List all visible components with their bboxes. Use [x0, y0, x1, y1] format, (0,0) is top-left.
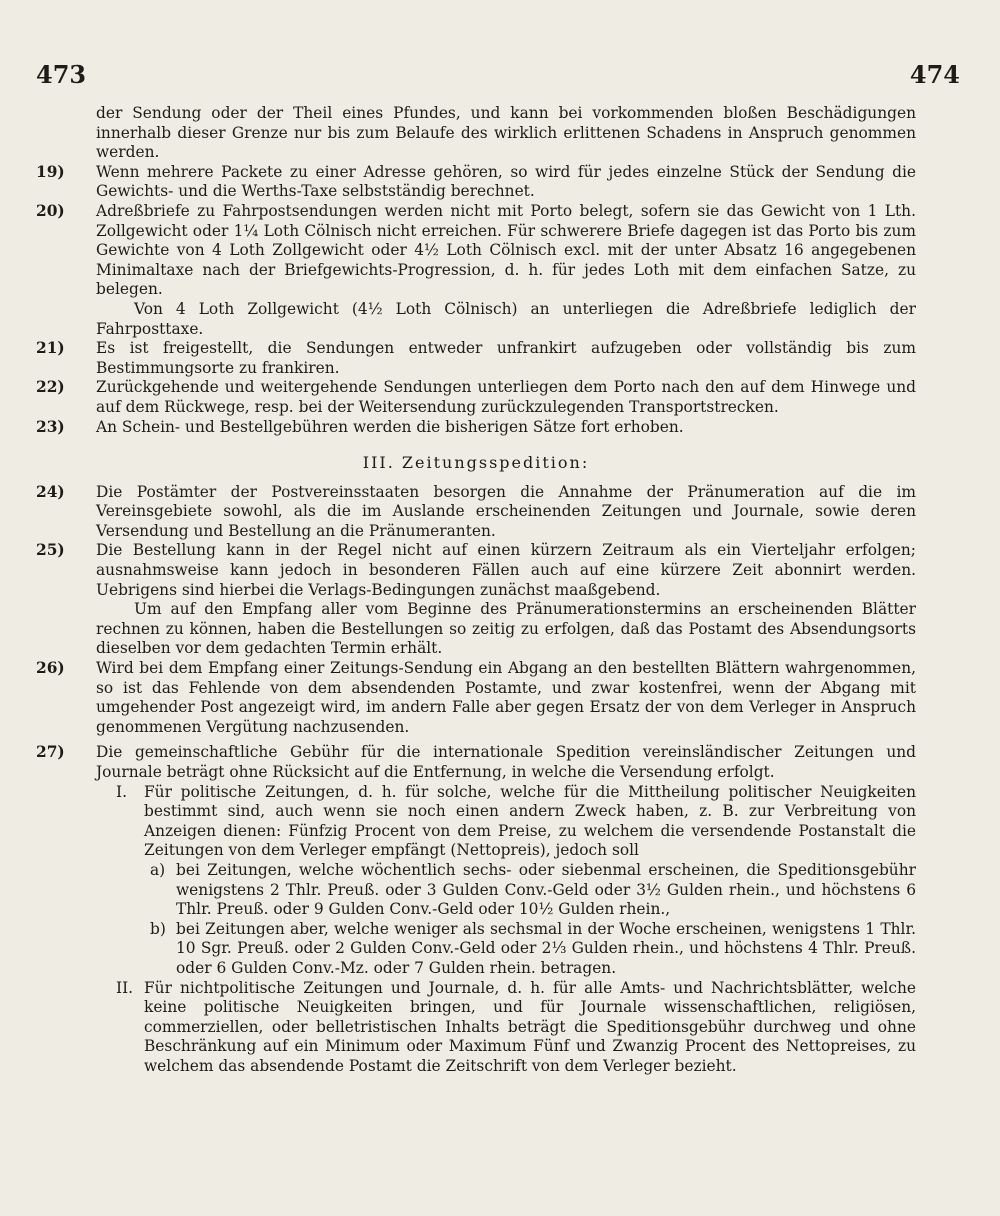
item-25 — [36, 541, 916, 659]
item-number: 27) — [36, 743, 65, 762]
item-text: Zurückgehende und weitergehende Sendungen unterliegen dem Porto nach den auf dem Hinwege und auf dem Rückwege, resp. bei der Weitersendung zurückzulegenden Transportstrecken. — [96, 378, 916, 416]
subsection-text: bei Zeitungen aber, welche weniger als sechsmal in der Woche erscheinen, wenigstens 1 Thlr. 10 Sgr. Preuß. oder 2 Gulden Conv.-Geld oder 2⅓ Gulden rhein., und höchstens 4 Thlr. Preuß. oder 6 Gulden Conv.-Mz. oder 7 Gulden rhein. betragen. — [176, 919, 916, 977]
document-body — [36, 104, 916, 1077]
item-text: Adreßbriefe zu Fahrpostsendungen werden nicht mit Porto belegt, sofern sie das Gewicht von 1 Lth. Zollgewicht oder 1¼ Loth Cölnisch nicht erreichen. Für schwerere Briefe dagegen ist das Porto bis zum Gewichte von 4 Loth Zollgewicht oder 4½ Loth Cölnisch excl. mit der unter Absatz 16 angegebenen Minimaltaxe nach der Briefgewichts-Progression, d. h. für jedes Loth mit dem einfachen Satze, zu belegen. — [96, 201, 916, 299]
subsection-text: bei Zeitungen, welche wöchentlich sechs- oder siebenmal erscheinen, die Speditionsgebühr wenigstens 2 Thlr. Preuß. oder 3 Gulden Conv.-Geld oder 3½ Gulden rhein., und höchstens 6 Thlr. Preuß. oder 9 Gulden Conv.-Geld oder 10½ Gulden rhein., — [176, 860, 916, 919]
item-27 — [36, 743, 916, 782]
intro-paragraph: der Sendung oder der Theil eines Pfundes, und kann bei vorkommenden bloßen Beschädigungen innerhalb dieser Grenze nur bis zum Belaufe des wirklich erlittenen Schadens in Anspruch genommen werden. — [96, 104, 916, 162]
item-number: 25) — [36, 541, 65, 560]
item-text-continued: Von 4 Loth Zollgewicht (4½ Loth Cölnisch) an unterliegen die Adreßbriefe lediglich der Fahrposttaxe. — [96, 299, 916, 338]
subsection-label: b) — [150, 919, 166, 938]
item-text: Es ist freigestellt, die Sendungen entweder unfrankirt aufzugeben oder vollständig bis zum Bestimmungsorte zu frankiren. — [96, 339, 916, 377]
item-21 — [36, 339, 916, 378]
item-number: 24) — [36, 482, 65, 501]
subsection-label: II. — [116, 978, 134, 997]
item-number: 20) — [36, 201, 65, 220]
item-text: Die Bestellung kann in der Regel nicht auf einen kürzern Zeitraum als ein Vierteljahr erfolgen; ausnahmsweise kann jedoch in besonderen Fällen auch auf eine kürzere Zeit abonnirt werden. Uebrigens sind hierbei die Verlags-Bedingungen zunächst maaßgebend. — [96, 541, 916, 599]
subsection-a — [36, 861, 916, 920]
subsection-text: Für politische Zeitungen, d. h. für solche, welche für die Mittheilung politischer Neuigkeiten bestimmt sind, auch wenn sie noch einen andern Zweck haben, z. B. zur Verbreitung von Anzeigen dienen: Fünfzig Procent von dem Preise, zu welchem die versendende Postanstalt die Zeitungen von dem Verleger empfängt (Nettopreis), jedoch soll — [144, 782, 916, 860]
section-heading: III. Zeitungsspedition: — [362, 453, 590, 473]
item-20 — [36, 202, 916, 339]
page-number-right: 474 — [909, 60, 960, 89]
page-number-left: 473 — [36, 60, 87, 89]
item-number: 19) — [36, 162, 65, 181]
item-26 — [36, 659, 916, 737]
subsection-ii — [36, 979, 916, 1077]
item-24 — [36, 483, 916, 542]
subsection-text: Für nichtpolitische Zeitungen und Journale, d. h. für alle Amts- und Nachrichtsblätter, welche keine politische Neuigkeiten bringen, und für Journale wissenschaftlichen, religiösen, commerziellen, oder belletristischen Inhalts beträgt die Speditionsgebühr durchweg und ohne Beschränkung auf ein Minimum oder Maximum Fünf und Zwanzig Procent des Nettopreises, zu welchem das absendende Postamt die Zeitschrift von dem Verleger bezieht. — [144, 978, 916, 1075]
item-text: An Schein- und Bestellgebühren werden die bisherigen Sätze fort erhoben. — [96, 417, 684, 436]
item-19 — [36, 163, 916, 202]
item-text: Die Postämter der Postvereinsstaaten besorgen die Annahme der Pränumeration auf die im Vereinsgebiete sowohl, als die im Auslande erscheinenden Zeitungen und Journale, sowie deren Versendung und Bestellung an die Pränumeranten. — [96, 482, 916, 540]
subsection-b — [36, 920, 916, 979]
item-text: Wird bei dem Empfang einer Zeitungs-Sendung ein Abgang an den bestellten Blättern wahrgenommen, so ist das Fehlende von dem absendenden Postamte, und zwar kostenfrei, wenn der Abgang mit umgehender Post angezeigt wird, im andern Falle aber gegen Ersatz der von dem Verleger in Anspruch genommenen Vergütung nachzusenden. — [96, 659, 916, 736]
item-number: 21) — [36, 339, 65, 358]
item-text: Wenn mehrere Packete zu einer Adresse gehören, so wird für jedes einzelne Stück der Sendung die Gewichts- und die Werths-Taxe selbstständig berechnet. — [96, 162, 916, 201]
item-text: Die gemeinschaftliche Gebühr für die internationale Spedition vereinsländischer Zeitungen und Journale beträgt ohne Rücksicht auf die Entfernung, in welche die Versendung erfolgt. — [96, 743, 916, 781]
item-text-continued: Um auf den Empfang aller vom Beginne des Pränumerationstermins an erscheinenden Blätter rechnen zu können, haben die Bestellungen so zeitig zu erfolgen, daß das Postamt des Absendungsorts dieselben vor dem gedachten Termin erhält. — [96, 600, 916, 658]
subsection-i — [36, 783, 916, 861]
subsection-label: I. — [116, 782, 127, 801]
subsection-label: a) — [150, 860, 166, 879]
item-number: 23) — [36, 417, 65, 436]
item-number: 26) — [36, 659, 65, 678]
item-number: 22) — [36, 378, 65, 397]
item-22 — [36, 378, 916, 417]
item-23 — [36, 418, 916, 438]
